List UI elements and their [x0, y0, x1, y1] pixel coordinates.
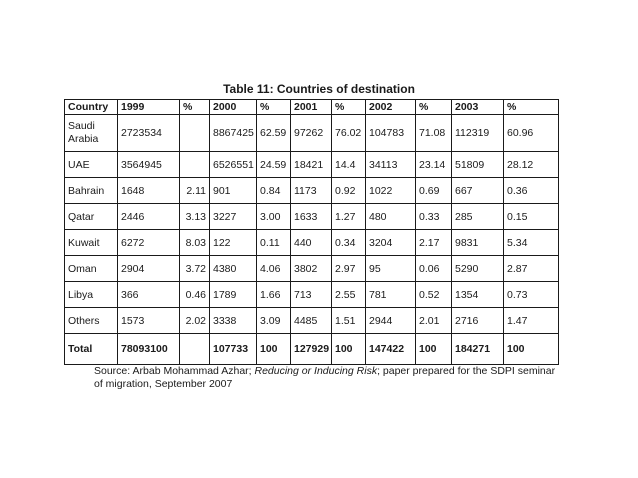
header-cell: 2001	[291, 100, 332, 115]
table-cell: 3564945	[118, 152, 180, 178]
table-cell: 147422	[366, 334, 416, 365]
table-cell: 28.12	[504, 152, 559, 178]
table-cell: 1648	[118, 178, 180, 204]
table-cell: 1.51	[332, 308, 366, 334]
table-cell: Total	[65, 334, 118, 365]
table-cell: 0.34	[332, 230, 366, 256]
header-cell: 2003	[452, 100, 504, 115]
header-cell: %	[332, 100, 366, 115]
table-cell: 0.69	[416, 178, 452, 204]
table-cell: 3338	[210, 308, 257, 334]
table-cell: 1.27	[332, 204, 366, 230]
table-cell: 4380	[210, 256, 257, 282]
source-suffix: ; paper prepared for the SDPI seminar of migration, September 2007	[94, 365, 556, 390]
table-cell: 0.11	[257, 230, 291, 256]
table-cell: 1573	[118, 308, 180, 334]
table-cell: 23.14	[416, 152, 452, 178]
table-cell: 2.01	[416, 308, 452, 334]
header-cell: %	[257, 100, 291, 115]
table-cell: 1.66	[257, 282, 291, 308]
table-cell: 713	[291, 282, 332, 308]
table-cell: 3802	[291, 256, 332, 282]
table-cell	[180, 152, 210, 178]
table-cell: 18421	[291, 152, 332, 178]
table-cell	[180, 115, 210, 152]
source-title: Reducing or Inducing Risk	[254, 365, 378, 377]
table-row	[65, 204, 559, 230]
table-header-row	[65, 100, 559, 115]
table-cell: 3204	[366, 230, 416, 256]
table-cell: 97262	[291, 115, 332, 152]
table-cell: 2.87	[504, 256, 559, 282]
table-cell: 184271	[452, 334, 504, 365]
table-row	[65, 152, 559, 178]
table-cell: Oman	[65, 256, 118, 282]
table-cell: 4.06	[257, 256, 291, 282]
table-cell: 4485	[291, 308, 332, 334]
table-cell: 2723534	[118, 115, 180, 152]
table-cell: 0.15	[504, 204, 559, 230]
table-cell: 3.13	[180, 204, 210, 230]
table-cell: 2.02	[180, 308, 210, 334]
table-cell: 6272	[118, 230, 180, 256]
table-cell: 112319	[452, 115, 504, 152]
header-cell: %	[504, 100, 559, 115]
table-row	[65, 115, 559, 152]
table-cell: 3.09	[257, 308, 291, 334]
table-cell: Libya	[65, 282, 118, 308]
table-cell: 2904	[118, 256, 180, 282]
table-cell: 0.36	[504, 178, 559, 204]
table-cell: 95	[366, 256, 416, 282]
table-cell: 2446	[118, 204, 180, 230]
source-prefix: Source: Arbab Mohammad Azhar;	[94, 365, 255, 377]
table-cell: 5290	[452, 256, 504, 282]
table-cell: UAE	[65, 152, 118, 178]
table-cell: Saudi Arabia	[65, 115, 118, 152]
table-cell: 14.4	[332, 152, 366, 178]
header-cell: %	[180, 100, 210, 115]
table-cell: Kuwait	[65, 230, 118, 256]
table-total-row	[65, 334, 559, 365]
table-cell: 2.17	[416, 230, 452, 256]
table-cell: 71.08	[416, 115, 452, 152]
table-cell: 100	[257, 334, 291, 365]
table-cell: 1789	[210, 282, 257, 308]
table-cell: 0.73	[504, 282, 559, 308]
header-cell: %	[416, 100, 452, 115]
table-row	[65, 178, 559, 204]
table-cell: 60.96	[504, 115, 559, 152]
table-cell: 0.06	[416, 256, 452, 282]
table-cell: 3.72	[180, 256, 210, 282]
table-cell	[180, 334, 210, 365]
table-cell: 2.55	[332, 282, 366, 308]
table-cell: 2.11	[180, 178, 210, 204]
header-cell: Country	[65, 100, 118, 115]
table-cell: 24.59	[257, 152, 291, 178]
table-cell: 667	[452, 178, 504, 204]
table-cell: 76.02	[332, 115, 366, 152]
table-cell: 3227	[210, 204, 257, 230]
table-cell: 1633	[291, 204, 332, 230]
table-cell: 122	[210, 230, 257, 256]
table-cell: 0.52	[416, 282, 452, 308]
table-cell: 78093100	[118, 334, 180, 365]
table-cell: 3.00	[257, 204, 291, 230]
table-cell: Bahrain	[65, 178, 118, 204]
header-cell: 1999	[118, 100, 180, 115]
header-cell: 2002	[366, 100, 416, 115]
table-cell: 1.47	[504, 308, 559, 334]
table-cell: 34113	[366, 152, 416, 178]
table-cell: 8867425	[210, 115, 257, 152]
table-cell: 51809	[452, 152, 504, 178]
table-cell: 0.33	[416, 204, 452, 230]
table-caption: Table 11: Countries of destination	[223, 82, 415, 96]
table-cell: 0.84	[257, 178, 291, 204]
header-cell: 2000	[210, 100, 257, 115]
source-note	[94, 365, 564, 391]
table-row	[65, 256, 559, 282]
table-cell: 107733	[210, 334, 257, 365]
table-cell: 2944	[366, 308, 416, 334]
table-cell: 104783	[366, 115, 416, 152]
table-cell: 9831	[452, 230, 504, 256]
table-cell: 1173	[291, 178, 332, 204]
table-cell: 1022	[366, 178, 416, 204]
table-cell: 127929	[291, 334, 332, 365]
table-cell: 781	[366, 282, 416, 308]
table-cell: 440	[291, 230, 332, 256]
table-cell: 0.46	[180, 282, 210, 308]
table-cell: 6526551	[210, 152, 257, 178]
table-cell: 100	[504, 334, 559, 365]
table-cell: Qatar	[65, 204, 118, 230]
table-cell: 285	[452, 204, 504, 230]
table-cell: 5.34	[504, 230, 559, 256]
destination-table	[64, 99, 559, 365]
table-cell: 480	[366, 204, 416, 230]
table-cell: 1354	[452, 282, 504, 308]
table-cell: 2.97	[332, 256, 366, 282]
table-cell: 366	[118, 282, 180, 308]
table-cell: 2716	[452, 308, 504, 334]
table-cell: 100	[416, 334, 452, 365]
table-cell: 901	[210, 178, 257, 204]
table-row	[65, 230, 559, 256]
table-cell: 62.59	[257, 115, 291, 152]
table-row	[65, 282, 559, 308]
table-cell: 0.92	[332, 178, 366, 204]
table-cell: 100	[332, 334, 366, 365]
table-row	[65, 308, 559, 334]
table-cell: Others	[65, 308, 118, 334]
table-cell: 8.03	[180, 230, 210, 256]
